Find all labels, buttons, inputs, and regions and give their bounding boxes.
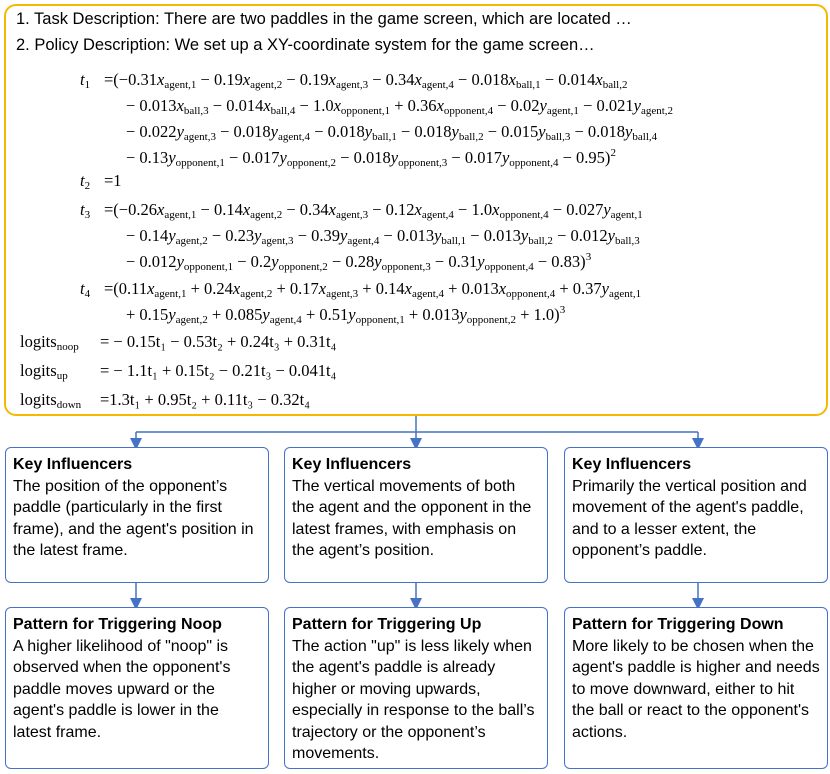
logits-noop-rhs: = − 0.15t₁ − 0.53t₂ + 0.24t₃ + 0.31t₄ — [100, 332, 337, 351]
eq-t2-lhs: $t_2$ — [80, 171, 91, 192]
eq-t1-line: − $0.13y_{opponent,1} - 0.017y_{opponent,2} - 0.018y_{opponent,3} - 0.017y_{opponent,4} - 0.95)^2$ — [126, 147, 616, 169]
eq-t2-line: =1 — [104, 171, 122, 190]
logits-down-lhs: logits$_{down}$ — [20, 390, 82, 411]
pattern-title: Pattern for Triggering Up — [292, 616, 482, 633]
pattern-title: Pattern for Triggering Down — [572, 616, 784, 633]
eq-t1-line: − $0.013x_{ball,3} - 0.014x_{ball,4} - 1.0x_{opponent,1} + 0.36x_{opponent,4} - 0.02y_{agent,1} - 0.021y_{agent,2}$ — [126, 96, 674, 117]
logits-up-lhs: logits$_{up}$ — [20, 361, 68, 382]
influencers-body: The vertical movements of both the agent and the opponent in the latest frames, with emphasis on the agent’s position. — [292, 477, 532, 559]
eq-t3-lhs: $t_3$ — [80, 200, 91, 221]
pattern-body: More likely to be chosen when the agent's paddle is higher and needs to move downward, either to hit the ball or react to the opponent's actions. — [572, 637, 820, 741]
influencers-title: Key Influencers — [13, 456, 133, 473]
influencers-card-noop — [5, 447, 269, 583]
pattern-card-noop — [5, 607, 269, 769]
pattern-card-down — [564, 607, 828, 769]
logits-up-rhs: = − 1.1t₁ + 0.15t₂ − 0.21t₃ − 0.041t₄ — [100, 361, 337, 380]
eq-t3-line: − $0.14y_{agent,2} - 0.23y_{agent,3} - 0.39y_{agent,4} - 0.013y_{ball,1} - 0.013y_{ball,2} - 0.012y_{ball,3}$ — [126, 226, 640, 247]
eq-t4-line: $=(0.11x_{agent,1} + 0.24x_{agent,2} + 0.17x_{agent,3} + 0.14x_{agent,4} + 0.013x_{opponent,4} + 0.37y_{agent,1}$ — [104, 279, 642, 300]
influencers-card-down — [564, 447, 828, 583]
eq-t1-lhs: $t_1$ — [80, 70, 91, 91]
influencers-title: Key Influencers — [292, 456, 412, 473]
eq-t4-lhs: $t_4$ — [80, 279, 91, 300]
task-description: 1. Task Description: There are two paddles in the game screen, which are located … — [16, 10, 632, 28]
influencers-card-up — [284, 447, 548, 583]
eq-t1-line: − $0.022y_{agent,3} - 0.018y_{agent,4} - 0.018y_{ball,1} - 0.018y_{ball,2} - 0.015y_{ball,3} - 0.018y_{ball,4}$ — [126, 122, 658, 143]
eq-t4-line: + $0.15y_{agent,2} + 0.085y_{agent,4} + 0.51y_{opponent,1} + 0.013y_{opponent,2} + 1.0)^3$ — [126, 304, 566, 326]
eq-t1-line: $=(-0.31x_{agent,1} - 0.19x_{agent,2} - 0.19x_{agent,3} - 0.34x_{agent,4} - 0.018x_{ball,1} - 0.014x_{ball,2}$ — [104, 70, 628, 91]
eq-t3-line: $=(-0.26x_{agent,1} - 0.14x_{agent,2} - 0.34x_{agent,3} - 0.12x_{agent,4} - 1.0x_{opponent,4} - 0.027y_{agent,1}$ — [104, 200, 643, 221]
influencers-title: Key Influencers — [572, 456, 692, 473]
pattern-body: A higher likelihood of "noop" is observed when the opponent's paddle moves upward or the agent's paddle is lower in the latest frame. — [13, 637, 231, 741]
logits-noop-lhs: logits$_{noop}$ — [20, 332, 79, 353]
influencers-body: The position of the opponent’s paddle (particularly in the first frame), and the agent's position in the latest frame. — [13, 477, 254, 559]
policy-description: 2. Policy Description: We set up a XY-coordinate system for the game screen… — [16, 36, 595, 54]
pattern-card-up — [284, 607, 548, 769]
influencers-body: Primarily the vertical position and movement of the agent's paddle, and to a lesser extent, the opponent’s paddle. — [572, 477, 807, 559]
eq-t3-line: − $0.012y_{opponent,1} - 0.2y_{opponent,2} - 0.28y_{opponent,3} - 0.31y_{opponent,4} - 0.83)^3$ — [126, 251, 592, 273]
pattern-title: Pattern for Triggering Noop — [13, 616, 222, 633]
logits-down-rhs: =1.3t₁ + 0.95t₂ + 0.11t₃ − 0.32t₄ — [100, 390, 310, 409]
pattern-body: The action "up" is less likely when the agent's paddle is already higher or moving upwards, especially in response to the ball’s trajectory or the opponent’s movements. — [292, 637, 535, 762]
